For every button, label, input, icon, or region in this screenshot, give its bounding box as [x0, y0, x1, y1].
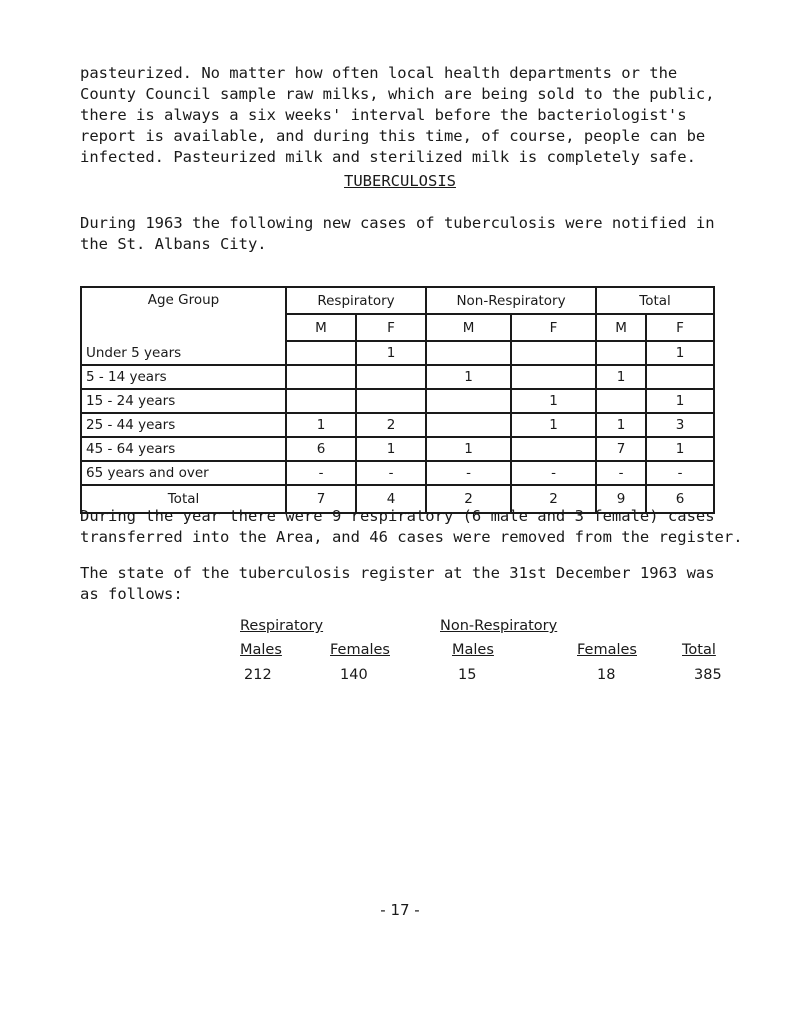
register-val-resp-females: 140	[340, 667, 368, 683]
header-resp-f: F	[356, 314, 426, 341]
row-label: 15 - 24 years	[81, 389, 286, 413]
cell-resp-f: 1	[356, 437, 426, 461]
register-val-nonresp-females: 18	[597, 667, 616, 683]
section-heading: TUBERCULOSIS	[344, 172, 456, 190]
cell-total-m: 9	[596, 485, 646, 513]
cell-resp-m: -	[286, 461, 356, 485]
register-summary	[200, 618, 780, 688]
row-label: 25 - 44 years	[81, 413, 286, 437]
register-val-nonresp-males: 15	[458, 667, 477, 683]
transferred-paragraph: During the year there were 9 respiratory (6 male and 3 female) cases transferred into the Area, and 46 cases were removed from the register.	[80, 507, 743, 546]
cell-total-f: 3	[646, 413, 714, 437]
cell-nonresp-f	[511, 437, 596, 461]
cell-total-f: 1	[646, 437, 714, 461]
cell-total-m: -	[596, 461, 646, 485]
total-label: Total	[81, 485, 286, 513]
table-row	[81, 365, 714, 389]
cell-resp-f	[356, 389, 426, 413]
cell-nonresp-f: 1	[511, 389, 596, 413]
cell-nonresp-f	[511, 365, 596, 389]
header-total-m: M	[596, 314, 646, 341]
cell-resp-f: 4	[356, 485, 426, 513]
cell-nonresp-m	[426, 341, 511, 365]
table-row	[81, 437, 714, 461]
header-total-f: F	[646, 314, 714, 341]
register-col-resp-males: Males	[240, 642, 282, 658]
cell-nonresp-m	[426, 413, 511, 437]
table-row	[81, 341, 714, 365]
register-col-nonresp-males: Males	[452, 642, 494, 658]
cell-resp-m	[286, 341, 356, 365]
row-label: 5 - 14 years	[81, 365, 286, 389]
cell-total-f	[646, 365, 714, 389]
header-non-respiratory: Non-Respiratory	[426, 287, 596, 314]
page-number: - 17 -	[380, 901, 420, 919]
row-label: 45 - 64 years	[81, 437, 286, 461]
register-col-nonresp-females: Females	[577, 642, 637, 658]
cell-nonresp-m	[426, 389, 511, 413]
header-resp-m: M	[286, 314, 356, 341]
cell-nonresp-m: -	[426, 461, 511, 485]
table-row	[81, 413, 714, 437]
cell-total-f: -	[646, 461, 714, 485]
cell-nonresp-f: 2	[511, 485, 596, 513]
cell-total-f: 1	[646, 341, 714, 365]
register-val-resp-males: 212	[244, 667, 272, 683]
cell-resp-m: 7	[286, 485, 356, 513]
cell-resp-m: 1	[286, 413, 356, 437]
header-total: Total	[596, 287, 714, 314]
cell-resp-m	[286, 365, 356, 389]
cell-total-f: 6	[646, 485, 714, 513]
cell-total-f: 1	[646, 389, 714, 413]
header-nonresp-f: F	[511, 314, 596, 341]
cell-total-m: 1	[596, 413, 646, 437]
row-label: 65 years and over	[81, 461, 286, 485]
table-body	[81, 341, 714, 513]
cell-nonresp-m: 1	[426, 437, 511, 461]
table-row	[81, 389, 714, 413]
header-age-group: Age Group	[81, 287, 286, 341]
cell-resp-m	[286, 389, 356, 413]
tuberculosis-cases-table	[80, 286, 715, 514]
cell-nonresp-f: 1	[511, 413, 596, 437]
table-row	[81, 461, 714, 485]
register-non-respiratory-heading: Non-Respiratory	[440, 618, 558, 634]
cell-nonresp-m: 1	[426, 365, 511, 389]
register-respiratory-heading: Respiratory	[240, 618, 324, 634]
cell-resp-f: 1	[356, 341, 426, 365]
cell-nonresp-f	[511, 341, 596, 365]
header-nonresp-m: M	[426, 314, 511, 341]
intro-paragraph: pasteurized. No matter how often local health departments or the County Council sample raw milks, which are being sold to the public, there is always a six weeks' interval before the bacteriologist's report is available, and during this time, of course, people can be infected. Pasteurized milk and sterilized milk is completely safe.	[80, 64, 715, 166]
register-val-total: 385	[694, 667, 722, 683]
cell-total-m: 1	[596, 365, 646, 389]
register-col-resp-females: Females	[330, 642, 390, 658]
cell-nonresp-m: 2	[426, 485, 511, 513]
cell-resp-f: 2	[356, 413, 426, 437]
header-respiratory: Respiratory	[286, 287, 426, 314]
cell-total-m	[596, 341, 646, 365]
register-paragraph: The state of the tuberculosis register at the 31st December 1963 was as follows:	[80, 564, 715, 603]
register-col-total: Total	[682, 642, 716, 658]
cell-resp-f	[356, 365, 426, 389]
cell-resp-m: 6	[286, 437, 356, 461]
cell-resp-f: -	[356, 461, 426, 485]
cell-total-m: 7	[596, 437, 646, 461]
cell-nonresp-f: -	[511, 461, 596, 485]
cell-total-m	[596, 389, 646, 413]
row-label: Under 5 years	[81, 341, 286, 365]
notified-paragraph: During 1963 the following new cases of tuberculosis were notified in the St. Albans City.	[80, 214, 715, 253]
